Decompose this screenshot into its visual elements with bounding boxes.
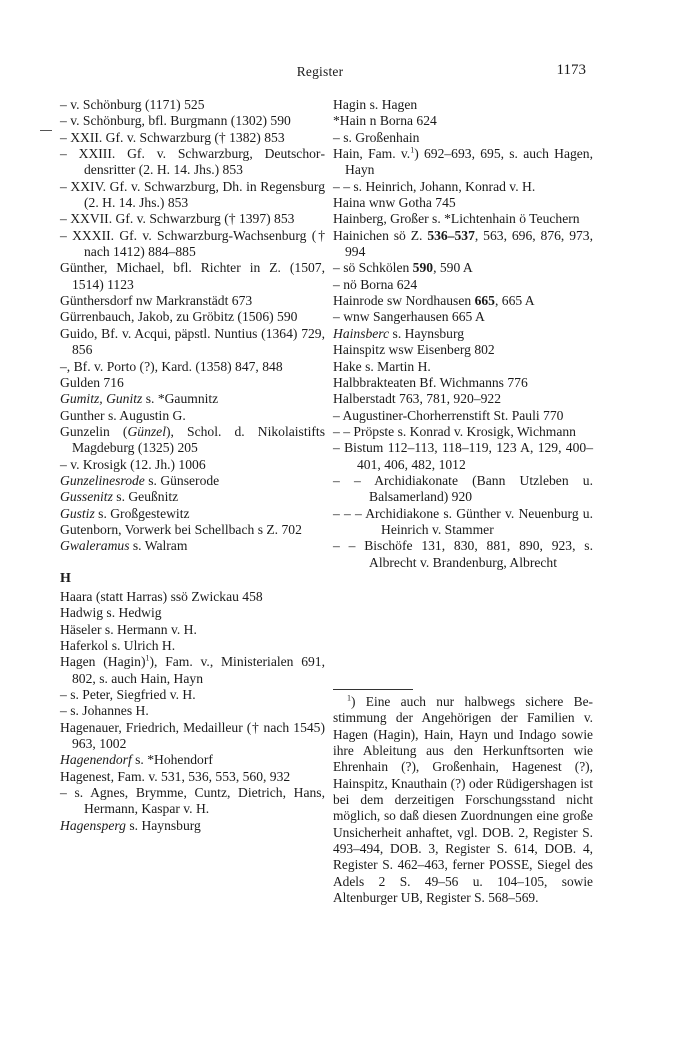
entry-text: ), Schol. d. Nikolaistifts Magdeburg (1325) 205 [72, 423, 325, 456]
index-entry [60, 408, 325, 424]
entry-text: , 590 A [433, 260, 473, 276]
entry-text: Hagenauer, Friedrich, Medailleur († nach 1545) 963, 1002 [60, 719, 325, 752]
entry-text: – XXIV. Gf. v. Schwarzburg, Dh. in Regensburg (2. H. 14. Jhs.) 853 [60, 178, 325, 211]
entry-text: s. *Gaumnitz [142, 391, 219, 407]
entry-text: – XXXII. Gf. v. Schwarzburg-Wachsenburg († nach 1412) 884–885 [60, 227, 325, 260]
index-entry [333, 375, 593, 391]
entry-text: – – Pröpste s. Konrad v. Krosigk, Wichmann [333, 423, 576, 439]
entry-text: Hainberg, Großer s. *Lichtenhain ö Teuchern [333, 211, 580, 227]
index-entry [60, 228, 325, 261]
entry-text: – nö Borna 624 [333, 276, 418, 292]
entry-text: – – Bischöfe 131, 830, 881, 890, 923, s. Albrecht v. Brandenburg, Albrecht [333, 538, 593, 570]
entry-text: 590 [412, 260, 434, 276]
entry-text: Hagenendorf [60, 752, 132, 768]
entry-text: Günther, Michael, bfl. Richter in Z. (1507, 1514) 1123 [60, 260, 325, 292]
index-entry [333, 260, 593, 276]
entry-text: Hagin s. Hagen [333, 97, 418, 112]
entry-text: – wnw Sangerhausen 665 A [333, 309, 485, 325]
entry-text: – v. Schönburg, bfl. Burgmann (1302) 590 [60, 113, 291, 129]
entry-text: s. Haynsburg [389, 325, 465, 341]
entry-text: Guido, Bf. v. Acqui, päpstl. Nuntius (1364) 729, 856 [60, 325, 325, 358]
entry-text: Gutenborn, Vorwerk bei Schellbach s Z. 702 [60, 521, 302, 537]
entry-text: – XXII. Gf. v. Schwarzburg († 1382) 853 [60, 129, 285, 145]
index-entry [333, 506, 593, 539]
footnote-marker: 1 [347, 693, 351, 703]
entry-text: – – – Archidiakone s. Günther v. Neuenburg u. Heinrich v. Stammer [333, 505, 593, 537]
entry-text: – s. Johannes H. [60, 703, 149, 719]
entry-text: – Augustiner-Chorherrenstift St. Pauli 770 [333, 407, 564, 423]
index-entry [60, 293, 325, 309]
entry-text: , 665 A [494, 293, 535, 309]
entry-text: Gustiz [60, 505, 95, 521]
index-entry [60, 97, 325, 113]
entry-text: 536–537 [427, 227, 475, 243]
entry-text: Hagenest, Fam. v. 531, 536, 553, 560, 932 [60, 768, 291, 784]
index-entry [60, 522, 325, 538]
index-entry [60, 424, 325, 457]
margin-mark [40, 130, 52, 131]
index-entry [60, 703, 325, 719]
entry-text: Hake s. Martin H. [333, 358, 431, 374]
index-entry [60, 179, 325, 212]
index-entry [60, 506, 325, 522]
entry-text: Gunzelin ( [60, 423, 128, 439]
entry-text: Halberstadt 763, 781, 920–922 [333, 391, 502, 407]
entry-text: – XXVII. Gf. v. Schwarzburg († 1397) 853 [60, 211, 295, 227]
index-entry [60, 326, 325, 359]
entry-text: Hainichen sö Z. [333, 227, 428, 243]
index-entry [60, 752, 325, 768]
index-entry [333, 146, 593, 179]
entry-text: Gulden 716 [60, 374, 124, 390]
index-entry [333, 195, 593, 211]
index-entry [333, 391, 593, 407]
footnote [333, 694, 593, 906]
index-entry [60, 785, 325, 818]
right-index-column [333, 97, 593, 571]
index-entry [60, 260, 325, 293]
entry-text: – – Archidiakonate (Bann Utzleben u. Balsamerland) 920 [333, 472, 593, 505]
index-entry [60, 489, 325, 505]
entry-text: Gunzelinesrode [60, 472, 145, 488]
index-entry [333, 293, 593, 309]
index-entry [60, 113, 325, 129]
index-entry [333, 326, 593, 342]
entry-text: Hainspitz wsw Eisenberg 802 [333, 342, 495, 358]
entry-text: Halbbrakteaten Bf. Wichmanns 776 [333, 374, 528, 390]
index-entry [60, 457, 325, 473]
entry-text: *Hain n Borna 624 [333, 113, 437, 129]
entry-text: – s. Großenhain [333, 129, 420, 145]
index-entry [60, 309, 325, 325]
entry-text: 665 [474, 293, 495, 309]
entry-text: –, Bf. v. Porto (?), Kard. (1358) 847, 848 [60, 358, 283, 374]
index-entry [60, 654, 325, 687]
index-entry [60, 359, 325, 375]
entry-text: Haara (statt Harras) ssö Zwickau 458 [60, 588, 263, 604]
footnote-rule [333, 689, 413, 690]
index-entry [333, 440, 593, 473]
index-entry [60, 211, 325, 227]
entry-text: Hainsberc [333, 325, 390, 341]
entry-text: , 563, 696, 876, 973, 994 [345, 227, 593, 260]
entry-text: Gumitz, Gunitz [60, 391, 143, 407]
index-entry [333, 473, 593, 506]
index-entry [333, 97, 593, 113]
index-entry [333, 359, 593, 375]
entry-text: Gwaleramus [60, 538, 130, 554]
index-entry [333, 538, 593, 571]
index-entry [333, 424, 593, 440]
entry-text: s. Günserode [144, 472, 220, 488]
entry-text: – sö Schkölen [333, 260, 413, 276]
entry-text: Hain, Fam. v. [333, 146, 411, 162]
index-entry [333, 277, 593, 293]
entry-text: – Bistum 112–113, 118–119, 123 A, 129, 400–401, 406, 482, 1012 [333, 440, 593, 472]
entry-text: Gunther s. Augustin G. [60, 407, 186, 423]
index-entry [60, 720, 325, 753]
index-entry [333, 179, 593, 195]
footnote-text: ) Eine auch nur halbwegs sichere Bestimmung der Angehörigen der Familien v. Hagen (Hagin), Hain, Hayn und Indago sowie ihre Ableitung aus den Herkunftsorten wie Ehrenhain (?), Großenhain, Hagenest (?), Hainspitz, Knauthain (?) oder Rüdigershagen ist bei dem derzeitigen Forschungsstand nicht möglich, so daß diesen Zuordnungen eine große Unsicherheit anhaftet, vgl. DOB. 2, Register S. 493–494, DOB. 3, Register S. 614, DOB. 4, Register S. 462–463, ferner POSSE, Siegel des Adels 2 S. 49–56 u. 104–105, sowie Altenburger UB, Register S. 568–569. [333, 694, 593, 906]
entry-text: s. Geußnitz [112, 489, 179, 505]
index-entry [333, 228, 593, 261]
entry-text: Hainrode sw Nordhausen [333, 293, 475, 309]
index-entry [60, 622, 325, 638]
index-entry [333, 113, 593, 129]
entry-text: Günzel [127, 423, 166, 439]
index-entry [60, 589, 325, 605]
entry-text: Hagen (Hagin) [60, 654, 146, 670]
entry-text: Günthersdorf nw Markranstädt 673 [60, 293, 253, 309]
index-entry [60, 130, 325, 146]
entry-text: Haina wnw Gotha 745 [333, 195, 456, 211]
entry-text: ) 692–693, 695, s. auch Hagen, Hayn [345, 146, 594, 178]
entry-text: Gürrenbauch, Jakob, zu Gröbitz (1506) 590 [60, 309, 298, 325]
entry-text: – s. Agnes, Brymme, Cuntz, Dietrich, Hans, Hermann, Kaspar v. H. [60, 785, 325, 817]
index-entry [60, 375, 325, 391]
index-entry [60, 638, 325, 654]
index-entry [333, 130, 593, 146]
footnote-ref: 1 [145, 653, 150, 663]
left-index-column [60, 97, 325, 834]
entry-text: – XXIII. Gf. v. Schwarzburg, Deutschordensritter (2. H. 14. Jhs.) 853 [60, 146, 325, 178]
index-entry [333, 342, 593, 358]
index-entry [60, 769, 325, 785]
entry-text: Häseler s. Hermann v. H. [60, 621, 197, 637]
entry-text: Haferkol s. Ulrich H. [60, 638, 176, 653]
entry-text: Hagensperg [60, 817, 126, 833]
running-header-title: Register [296, 64, 344, 79]
entry-text: H [60, 570, 71, 586]
entry-text: s. Großgestewitz [94, 505, 190, 521]
entry-text: s. *Hohendorf [131, 752, 213, 768]
index-entry [60, 818, 325, 834]
page-number: 1173 [556, 62, 586, 78]
entry-text: Gussenitz [60, 489, 113, 505]
entry-text: – v. Krosigk (12. Jh.) 1006 [60, 456, 206, 472]
section-letter [60, 571, 325, 587]
index-entry [60, 473, 325, 489]
index-entry [333, 408, 593, 424]
index-entry [60, 146, 325, 179]
index-entry [60, 391, 325, 407]
entry-text: – s. Peter, Siegfried v. H. [60, 687, 196, 703]
entry-text: s. Haynsburg [125, 817, 201, 833]
footnote-ref: 1 [410, 145, 415, 155]
index-entry [333, 211, 593, 227]
entry-text: – v. Schönburg (1171) 525 [60, 97, 205, 112]
entry-text: s. Walram [129, 538, 188, 554]
index-entry [60, 605, 325, 621]
entry-text: ), Fam. v., Ministerialen 691, 802, s. auch Hain, Hayn [72, 654, 325, 686]
index-entry [60, 538, 325, 554]
entry-text: – – s. Heinrich, Johann, Konrad v. H. [333, 178, 536, 194]
entry-text: Hadwig s. Hedwig [60, 605, 162, 621]
index-entry [333, 309, 593, 325]
index-entry [60, 687, 325, 703]
